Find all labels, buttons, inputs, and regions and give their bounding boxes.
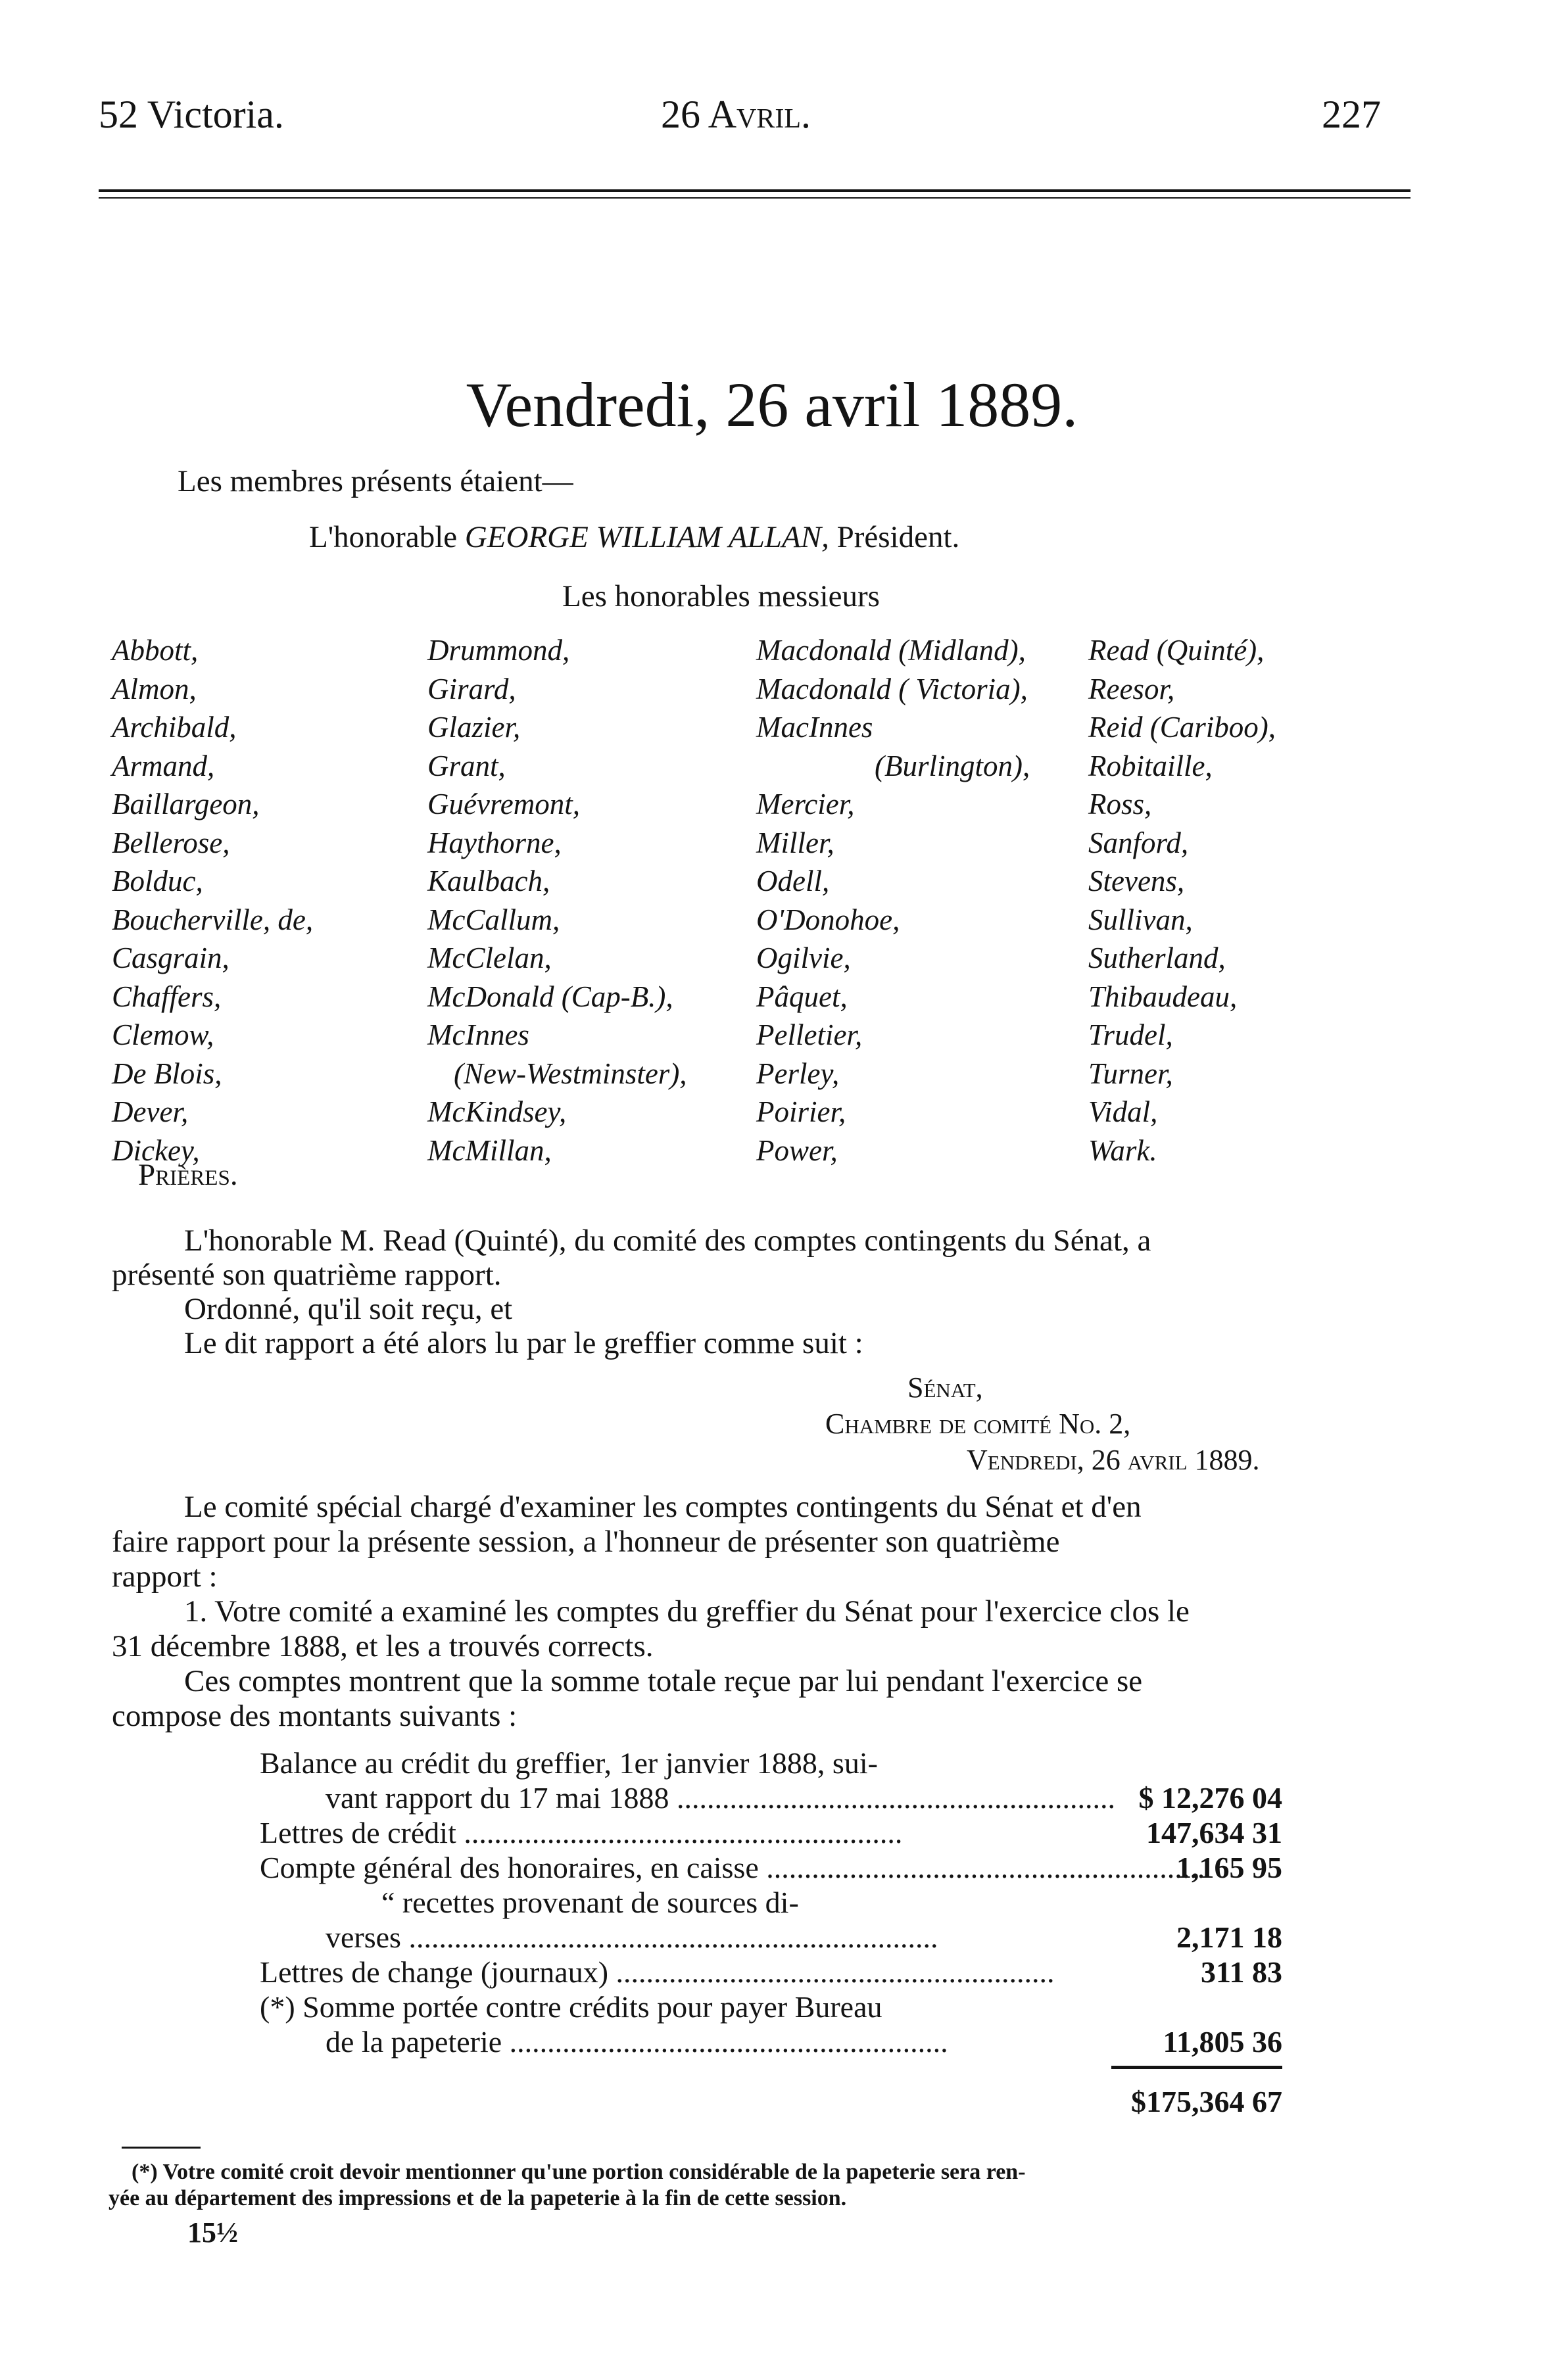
senator-name: Sutherland,: [1088, 941, 1226, 974]
president-prefix: L'honorable: [309, 520, 458, 554]
senator-name: Dever,: [112, 1095, 189, 1128]
account-label: de la papeterie ..........................................................: [326, 2025, 948, 2059]
senator-name: Dickey,: [112, 1133, 200, 1167]
senator-column-1: [112, 631, 313, 1170]
committee-line-4: 1. Votre comité a examiné les comptes du greffier du Sénat pour l'exercice clos le: [184, 1594, 1190, 1629]
senator-name: Sullivan,: [1088, 903, 1193, 936]
senator-name: Thibaudeau,: [1088, 980, 1238, 1013]
committee-line-3: rapport :: [112, 1559, 218, 1594]
account-amount: 1,165 95: [1176, 1851, 1282, 1884]
account-label: Lettres de change (journaux) ..........................................................: [260, 1955, 1055, 1989]
running-header-center: 26 Avril.: [661, 93, 811, 136]
senator-name: Haythorne,: [427, 826, 562, 859]
president-name: GEORGE WILLIAM ALLAN,: [464, 520, 829, 554]
senator-name: McKindsey,: [427, 1095, 567, 1128]
senator-name: Girard,: [427, 672, 516, 705]
senator-name: Reid (Cariboo),: [1088, 711, 1276, 744]
senator-name: Miller,: [756, 826, 834, 859]
account-label: Compte général des honoraires, en caisse ..........................................................: [260, 1851, 1205, 1884]
footnote-line-1: (*) Votre comité croit devoir mentionner qu'une portion considérable de la papeterie sera ren-: [132, 2160, 1026, 2184]
senator-name: Ogilvie,: [756, 941, 851, 974]
president-line: [309, 519, 959, 555]
account-label: vant rapport du 17 mai 1888 ..........................................................: [326, 1781, 1116, 1815]
account-label: Lettres de crédit ..........................................................: [260, 1816, 903, 1849]
senator-name: McInnes: [427, 1018, 529, 1051]
senator-name: Macdonald ( Victoria),: [756, 672, 1028, 705]
senator-name: Turner,: [1088, 1057, 1173, 1090]
senator-name: McDonald (Cap-B.),: [427, 980, 673, 1013]
page-number: 227: [1322, 93, 1381, 136]
senator-name: McCallum,: [427, 903, 560, 936]
account-label: (*) Somme portée contre crédits pour payer Bureau: [260, 1990, 882, 2024]
senator-name: McMillan,: [427, 1133, 552, 1167]
header-rule-bottom: [99, 197, 1411, 199]
senator-name: Wark.: [1088, 1133, 1157, 1167]
senator-name: (Burlington),: [875, 749, 1030, 782]
senator-name: Guévremont,: [427, 788, 581, 821]
account-amount: 311 83: [1201, 1955, 1282, 1989]
committee-line-2: faire rapport pour la présente session, a l'honneur de présenter son quatrième: [112, 1525, 1060, 1559]
senator-name: Vidal,: [1088, 1095, 1158, 1128]
signature-mark: 15½: [187, 2216, 238, 2249]
senator-name: Almon,: [112, 672, 197, 705]
report-line-2: présenté son quatrième rapport.: [112, 1258, 502, 1292]
senator-name: Armand,: [112, 749, 215, 782]
senator-column-4: [1088, 631, 1276, 1170]
total-rule: [1111, 2066, 1282, 2069]
account-amount: $ 12,276 04: [1138, 1781, 1282, 1815]
senator-name: Ross,: [1088, 788, 1152, 821]
senator-name: Glazier,: [427, 711, 521, 744]
senator-name: Abbott,: [112, 634, 199, 667]
page-title: Vendredi, 26 avril 1889.: [466, 369, 1078, 440]
members-intro: Les membres présents étaient—: [178, 464, 573, 498]
senator-name: MacInnes: [756, 711, 873, 744]
senator-name: Drummond,: [427, 634, 570, 667]
total-amount: $175,364 67: [1131, 2085, 1282, 2118]
committee-line-6: Ces comptes montrent que la somme totale reçue par lui pendant l'exercice se: [184, 1664, 1143, 1698]
president-title: Président.: [836, 520, 960, 554]
senator-name: Pelletier,: [756, 1018, 863, 1051]
footnote-line-2: yée au département des impressions et de la papeterie à la fin de cette session.: [109, 2186, 847, 2210]
senator-name: De Blois,: [112, 1057, 222, 1090]
senator-name: (New-Westminster),: [454, 1057, 687, 1090]
senator-name: Odell,: [756, 865, 830, 897]
report-line-1: L'honorable M. Read (Quinté), du comité des comptes contingents du Sénat, a: [184, 1224, 1151, 1258]
senator-name: Poirier,: [756, 1095, 846, 1128]
senator-name: O'Donohoe,: [756, 903, 900, 936]
senator-name: Boucherville, de,: [112, 903, 314, 936]
senator-name: Kaulbach,: [427, 865, 550, 897]
senator-name: Read (Quinté),: [1088, 634, 1265, 667]
senator-name: Pâquet,: [756, 980, 848, 1013]
prieres-heading: Prières.: [138, 1158, 238, 1192]
account-label: Balance au crédit du greffier, 1er janvier 1888, sui-: [260, 1746, 878, 1780]
senator-name: Stevens,: [1088, 865, 1185, 897]
senator-name: Trudel,: [1088, 1018, 1173, 1051]
senator-name: Clemow,: [112, 1018, 214, 1051]
account-amount: 11,805 36: [1163, 2025, 1282, 2059]
senator-name: Grant,: [427, 749, 506, 782]
committee-line-7: compose des montants suivants :: [112, 1699, 518, 1733]
committee-line-1: Le comité spécial chargé d'examiner les comptes contingents du Sénat et d'en: [184, 1490, 1142, 1524]
report-line-3: Ordonné, qu'il soit reçu, et: [184, 1292, 513, 1326]
senator-name: Casgrain,: [112, 941, 229, 974]
header-rule-top: [99, 189, 1411, 192]
committee-line-5: 31 décembre 1888, et les a trouvés corrects.: [112, 1629, 654, 1663]
senator-name: Robitaille,: [1088, 749, 1213, 782]
account-label: “ recettes provenant de sources di-: [381, 1886, 799, 1919]
senator-name: Macdonald (Midland),: [756, 634, 1026, 667]
senator-column-3: [756, 631, 1030, 1170]
senator-name: Perley,: [756, 1057, 840, 1090]
senator-name: Reesor,: [1088, 672, 1175, 705]
letterhead-chambre: Chambre de comité No. 2,: [825, 1408, 1131, 1440]
senator-name: Mercier,: [756, 788, 855, 821]
senator-name: Power,: [756, 1133, 838, 1167]
letterhead-date: Vendredi, 26 avril 1889.: [967, 1444, 1260, 1476]
senator-name: Bolduc,: [112, 865, 203, 897]
senator-name: Bellerose,: [112, 826, 230, 859]
account-amount: 147,634 31: [1146, 1816, 1282, 1849]
senator-name: Sanford,: [1088, 826, 1189, 859]
running-header-left: 52 Victoria.: [99, 93, 284, 136]
honorables-heading: Les honorables messieurs: [562, 579, 880, 613]
senator-name: Baillargeon,: [112, 788, 260, 821]
letterhead-senat: Sénat,: [907, 1371, 983, 1404]
senator-name: Chaffers,: [112, 980, 222, 1013]
senator-name: Archibald,: [112, 711, 237, 744]
senator-name: McClelan,: [427, 941, 552, 974]
report-line-4: Le dit rapport a été alors lu par le greffier comme suit :: [184, 1326, 863, 1360]
senator-column-2: [427, 631, 687, 1170]
account-amount: 2,171 18: [1176, 1920, 1282, 1954]
footnote-rule: [122, 2147, 201, 2149]
account-label: verses ......................................................................: [326, 1920, 938, 1954]
